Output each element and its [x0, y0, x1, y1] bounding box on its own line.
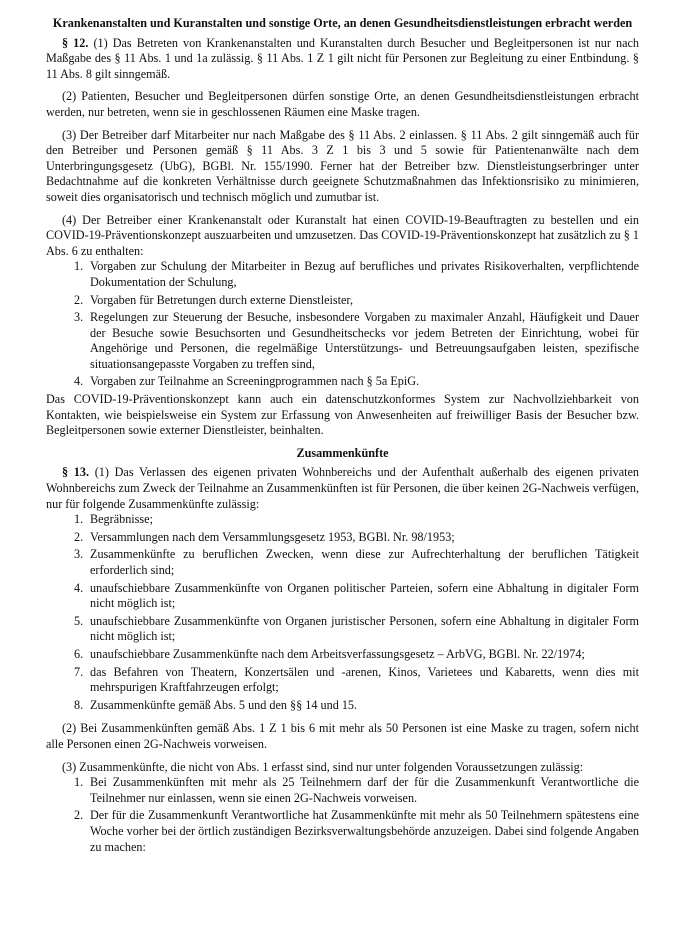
list-number: 2. [74, 808, 84, 823]
list-item [74, 613, 639, 645]
list-number: 1. [74, 775, 84, 790]
list-text: Versammlungen nach dem Versammlungsgesetz 1953, BGBl. Nr. 98/1953; [90, 529, 455, 544]
list-number: 4. [74, 580, 84, 595]
list-number: 2. [74, 529, 84, 544]
s13-p3-list [74, 775, 639, 855]
list-text: Begräbnisse; [90, 512, 153, 527]
list-number: 1. [74, 259, 84, 274]
s13-paragraph-1 [46, 465, 639, 512]
list-item [74, 697, 639, 714]
list-text: Vorgaben zur Teilnahme an Screeningprogrammen nach § 5a EpiG. [90, 374, 420, 389]
s12-p4-closing: Das COVID-19-Präventionskonzept kann auch ein datenschutzkonformes System zur Nachvollziehbarkeit von Kontakten, wie beispielsweise ein System zur Erfassung von Anwesenheiten auf freiwilliger Basis der Besucher bzw. Begleitpersonen sowie externer Dienstleister, beinhalten. [46, 392, 639, 438]
list-item [74, 374, 639, 390]
list-text: Vorgaben für Betretungen durch externe Dienstleister, [90, 292, 354, 307]
list-number: 5. [74, 613, 84, 628]
list-number: 7. [74, 664, 84, 679]
s12-paragraph-2: (2) Patienten, Besucher und Begleitpersonen dürfen sonstige Orte, an denen Gesundheitsdienstleistungen erbracht werden, nur betreten, wenn sie in geschlossenen Räumen eine Maske tragen. [46, 89, 639, 119]
section-label-12: § 12. [62, 35, 89, 50]
s12-paragraph-3: (3) Der Betreiber darf Mitarbeiter nur nach Maßgabe des § 11 Abs. 2 einlassen. § 11 Abs. 2 gilt sinngemäß auch für den Betreiber und Personen gemäß § 11 Abs. 3 Z 1 bis 3 und 5 sowie für Patientenanwälte nach dem Unterbringungsgesetz (UbG), BGBl. Nr. 155/1990. Ferner hat der Betreiber bzw. Dienstleistungserbringer unter Bedachtnahme auf die konkreten Verhältnisse durch geeignete Schutzmaßnahmen das Infektionsrisiko zu minimieren, soweit dies organisatorisch und technisch möglich und zumutbar ist. [46, 127, 639, 204]
list-text: unaufschiebbare Zusammenkünfte nach dem Arbeitsverfassungsgesetz – ArbVG, BGBl. Nr. 22/1974; [90, 646, 585, 661]
list-item [74, 292, 639, 309]
list-text: Der für die Zusammenkunft Verantwortliche hat Zusammenkünfte mit mehr als 50 Teilnehmern spätestens eine Woche vorher bei der örtlich zuständigen Bezirksverwaltungsbehörde anzuzeigen. Dabei sind folgende Angaben zu machen: [90, 808, 639, 854]
list-item [74, 259, 639, 290]
s13-p1-text: (1) Das Verlassen des eigenen privaten Wohnbereichs und der Aufenthalt außerhalb des eigenen privaten Wohnbereichs zum Zweck der Teilnahme an Zusammenkünften ist für Personen, die über keinen 2G-Nachweis verfügen, nur für folgende Zusammenkünfte zulässig: [46, 465, 640, 511]
list-number: 6. [74, 646, 84, 661]
list-item [74, 808, 639, 855]
list-item [74, 529, 639, 546]
list-number: 1. [74, 512, 84, 527]
list-number: 8. [74, 697, 84, 712]
list-text: das Befahren von Theatern, Konzertsälen und -arenen, Kinos, Varietees und Kabaretts, wenn dies mit mehrspurigen Kraftfahrzeugen erfolgt; [90, 664, 639, 695]
list-text: Zusammenkünfte gemäß Abs. 5 und den §§ 14 und 15. [90, 697, 358, 712]
list-text: Regelungen zur Steuerung der Besuche, insbesondere Vorgaben zu maximaler Anzahl, Häufigkeit und Dauer der Besuche sowie Besuchsorten und Gesundheitschecks vor jedem Betreten der Einrichtung, wobei für Angehörige und Personen, die regelmäßige Unterstützungs- und Betreuungsaufgaben leisten, spezifische situationsangepasste Vorgaben zu treffen sind, [90, 310, 639, 371]
list-text: Bei Zusammenkünften mit mehr als 25 Teilnehmern darf der für die Zusammenkunft Verantwortliche die Teilnehmer nur einlassen, wenn sie einen 2G-Nachweis vorweisen. [90, 775, 639, 805]
list-text: Zusammenkünfte zu beruflichen Zwecken, wenn diese zur Aufrechterhaltung der beruflichen Tätigkeit erforderlich sind; [90, 547, 639, 577]
list-text: unaufschiebbare Zusammenkünfte von Organen juristischer Personen, sofern eine Abhaltung in digitaler Form nicht möglich ist; [90, 613, 639, 644]
s12-paragraph-4: (4) Der Betreiber einer Krankenanstalt oder Kuranstalt hat einen COVID-19-Beauftragten zu bestellen und ein COVID-19-Präventionskonzept auszuarbeiten und umzusetzen. Das COVID-19-Präventionskonzept hat zusätzlich zu § 1 Abs. 6 zu enthalten: [46, 212, 639, 258]
list-item [74, 580, 639, 612]
heading-krankenanstalten: Krankenanstalten und Kuranstalten und sonstige Orte, an denen Gesundheitsdienstleistungen erbracht werden [52, 16, 633, 30]
heading-zusammenkuenfte: Zusammenkünfte [296, 445, 389, 460]
list-text: Vorgaben zur Schulung der Mitarbeiter in Bezug auf berufliches und privates Risikoverhalten, verpflichtende Dokumentation der Schulung, [90, 259, 639, 289]
list-number: 4. [74, 374, 84, 389]
list-item [74, 547, 639, 578]
list-number: 3. [74, 310, 84, 325]
section-label-13: § 13. [62, 465, 90, 480]
list-item [74, 310, 639, 372]
s13-paragraph-3: (3) Zusammenkünfte, die nicht von Abs. 1 erfasst sind, sind nur unter folgenden Voraussetzungen zulässig: [62, 759, 584, 774]
list-text: unaufschiebbare Zusammenkünfte von Organen politischer Parteien, sofern eine Abhaltung in digitaler Form nicht möglich ist; [90, 580, 639, 611]
s13-p1-list [74, 512, 639, 713]
list-item [74, 646, 639, 663]
s12-p4-list [74, 259, 639, 390]
s12-p1-text: (1) Das Betreten von Krankenanstalten und Kuranstalten durch Besucher und Begleitpersonen ist nur nach Maßgabe des § 11 Abs. 1 und 1a zulässig. § 11 Abs. 1 Z 1 gilt nicht für Personen zur Begleitung zu einer Entbindung. § 11 Abs. 8 gilt sinngemäß. [46, 35, 640, 81]
list-item [74, 775, 639, 806]
s13-paragraph-2: (2) Bei Zusammenkünften gemäß Abs. 1 Z 1 bis 6 mit mehr als 50 Personen ist eine Maske zu tragen, sofern nicht alle Personen einen 2G-Nachweis vorweisen. [46, 721, 639, 751]
s12-paragraph-1 [46, 36, 639, 83]
list-number: 2. [74, 292, 84, 307]
list-item [74, 512, 639, 528]
list-number: 3. [74, 547, 84, 562]
list-item [74, 664, 639, 696]
